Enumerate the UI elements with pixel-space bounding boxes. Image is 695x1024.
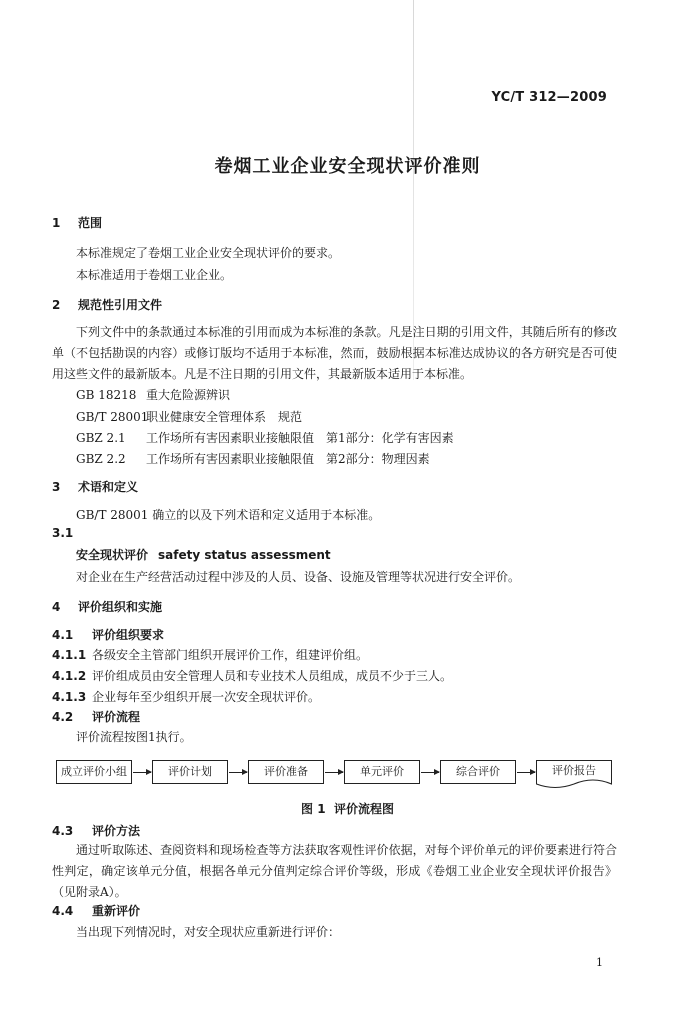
flow-arrow: [133, 772, 151, 773]
clause-4-1-1: [52, 646, 368, 663]
evaluation-flowchart: [56, 760, 616, 788]
flow-step-comprehensive-evaluation: 综合评价: [440, 760, 516, 784]
process-reference-text: 评价流程按图1执行。: [76, 730, 192, 744]
subsection-4-3: [52, 822, 140, 839]
figure-caption: [0, 800, 695, 817]
flow-arrow: [421, 772, 439, 773]
flow-step-form-team: 成立评价小组: [56, 760, 132, 784]
section-number: 2: [52, 298, 61, 312]
flow-step-label: 评价报告: [552, 764, 596, 777]
reference-code: GB 18218: [76, 388, 137, 402]
reference-item: [76, 429, 454, 446]
section-title: 术语和定义: [78, 480, 139, 494]
clause-number: 4.1.2: [52, 669, 87, 683]
section-1-heading: [52, 214, 102, 231]
normative-references-paragraph: 下列文件中的条款通过本标准的引用而成为本标准的条款。凡是注日期的引用文件，其随后所有的修改单（不包括勘误的内容）或修订版均不适用于本标准，然而，鼓励根据本标准达成协议的各方研究是否可使用这些文件的最新版本。凡是不注日期的引用文件，其最新版本适用于本标准。: [52, 325, 617, 381]
section-title: 规范性引用文件: [78, 298, 163, 312]
subsection-title: 评价组织要求: [92, 628, 165, 642]
subsection-title: 重新评价: [92, 904, 141, 918]
clause-4-1-3: [52, 688, 320, 705]
flow-step-unit-evaluation: 单元评价: [344, 760, 420, 784]
reference-code: GBZ 2.2: [76, 452, 126, 466]
section-4-heading: [52, 598, 162, 615]
standard-code: YC/T 312—2009: [491, 90, 607, 105]
clause-text: 企业每年至少组织开展一次安全现状评价。: [92, 690, 321, 704]
document-title: 卷烟工业企业安全现状评价准则: [214, 156, 481, 177]
figure-number: 图 1: [301, 802, 326, 816]
reference-code: GBZ 2.1: [76, 431, 126, 445]
subsection-4-4: [52, 902, 140, 919]
subsection-number: 4.1: [52, 628, 74, 642]
section-3-heading: [52, 478, 138, 495]
reference-item: [76, 450, 430, 467]
evaluation-method-paragraph: 通过听取陈述、查阅资料和现场检查等方法获取客观性评价依据，对每个评价单元的评价要素进行符合性判定，确定该单元分值，根据各单元分值判定综合评价等级，形成《卷烟工业企业安全现状评价报告》（见附录A）。: [52, 843, 617, 899]
term-chinese: 安全现状评价: [76, 548, 149, 562]
reference-title: 工作场所有害因素职业接触限值 第1部分：化学有害因素: [146, 431, 454, 445]
term-english: safety status assessment: [158, 548, 331, 562]
clause-number: 4.1.1: [52, 648, 87, 662]
figure-title: 评价流程图: [333, 802, 394, 816]
flow-step-plan: 评价计划: [152, 760, 228, 784]
section-number: 3: [52, 480, 61, 494]
section-2-heading: [52, 296, 162, 313]
section-title: 评价组织和实施: [78, 600, 163, 614]
section-title: 范围: [78, 216, 103, 230]
terms-intro: GB/T 28001 确立的以及下列术语和定义适用于本标准。: [76, 508, 381, 522]
section-number: 1: [52, 216, 61, 230]
term-definition: 对企业在生产经营活动过程中涉及的人员、设备、设施及管理等状况进行安全评价。: [76, 570, 521, 584]
page-number: 1: [596, 956, 603, 969]
clause-4-1-2: [52, 667, 452, 684]
reference-item: [76, 408, 302, 425]
subsection-4-1: [52, 626, 164, 643]
flow-step-prepare: 评价准备: [248, 760, 324, 784]
reference-title: 重大危险源辨识: [146, 388, 231, 402]
re-evaluation-text: 当出现下列情况时，对安全现状应重新进行评价：: [76, 925, 341, 939]
subsection-number: 4.2: [52, 710, 74, 724]
reference-title: 工作场所有害因素职业接触限值 第2部分：物理因素: [146, 452, 430, 466]
reference-title: 职业健康安全管理体系 规范: [146, 410, 303, 424]
flow-arrow: [325, 772, 343, 773]
flow-arrow: [517, 772, 535, 773]
reference-code: GB/T 28001: [76, 410, 149, 424]
flow-arrow: [229, 772, 247, 773]
clause-text: 各级安全主管部门组织开展评价工作，组建评价组。: [92, 648, 369, 662]
subsection-title: 评价流程: [92, 710, 141, 724]
clause-number: 4.1.3: [52, 690, 87, 704]
term-heading: [76, 546, 331, 563]
scope-line-1: 本标准规定了卷烟工业企业安全现状评价的要求。: [76, 246, 341, 260]
flow-step-report: [536, 760, 612, 790]
section-number: 4: [52, 600, 61, 614]
clause-text: 评价组成员由安全管理人员和专业技术人员组成，成员不少于三人。: [92, 669, 453, 683]
reference-item: [76, 386, 230, 403]
scope-line-2: 本标准适用于卷烟工业企业。: [76, 268, 233, 282]
subsection-number: 4.3: [52, 824, 74, 838]
subsection-3-1-number: 3.1: [52, 526, 74, 540]
subsection-4-2: [52, 708, 140, 725]
subsection-number: 4.4: [52, 904, 74, 918]
subsection-title: 评价方法: [92, 824, 141, 838]
